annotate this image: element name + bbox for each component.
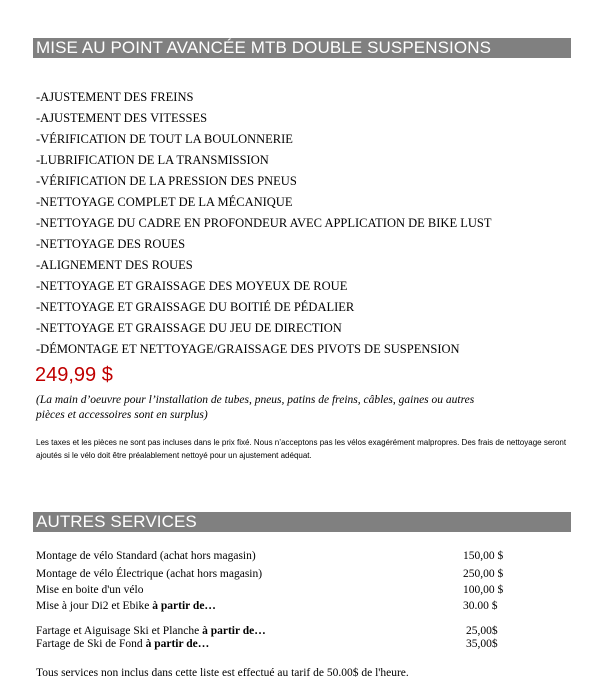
list-item: -VÉRIFICATION DE TOUT LA BOULONNERIE bbox=[36, 132, 293, 146]
service-label-text: Mise en boite d'un vélo bbox=[36, 584, 144, 596]
list-item: -LUBRIFICATION DE LA TRANSMISSION bbox=[36, 153, 269, 167]
service-label-text: Fartage de Ski de Fond bbox=[36, 638, 146, 650]
list-item: -DÉMONTAGE ET NETTOYAGE/GRAISSAGE DES PIVOTS DE SUSPENSION bbox=[36, 342, 460, 356]
section-title-other-services: AUTRES SERVICES bbox=[33, 512, 571, 532]
list-item: -AJUSTEMENT DES FREINS bbox=[36, 90, 194, 104]
service-label-text: Mise à jour Di2 et Ebike bbox=[36, 600, 153, 612]
service-price: 30.00 $ bbox=[463, 600, 498, 612]
service-label-electric-assembly bbox=[36, 568, 262, 580]
list-item: -NETTOYAGE DES ROUES bbox=[36, 237, 186, 251]
service-label-di2-update bbox=[36, 600, 216, 612]
service-label-xc-ski-waxing bbox=[36, 638, 209, 650]
service-price: 250,00 $ bbox=[463, 568, 504, 580]
list-item: -NETTOYAGE COMPLET DE LA MÉCANIQUE bbox=[36, 195, 293, 209]
list-item: -AJUSTEMENT DES VITESSES bbox=[36, 111, 208, 125]
list-item: -NETTOYAGE ET GRAISSAGE DES MOYEUX DE ROUE bbox=[36, 279, 348, 293]
list-item: -ALIGNEMENT DES ROUES bbox=[36, 258, 193, 272]
list-item: -VÉRIFICATION DE LA PRESSION DES PNEUS bbox=[36, 174, 297, 188]
service-from-price-text: à partir de… bbox=[145, 638, 210, 650]
list-item: -NETTOYAGE ET GRAISSAGE DU BOITIÉ DE PÉDALIER bbox=[36, 300, 355, 314]
tax-note: Les taxes et les pièces ne sont pas incluses dans le prix fixé. Nous n’acceptons pas les vélos exagérément malpropres. Des frais de nettoyage seront ajoutés si le vélo doit être préalablement nettoyé pour un ajustement adéquat. bbox=[36, 438, 567, 460]
service-label-text: Montage de vélo Standard (achat hors magasin) bbox=[36, 550, 256, 562]
service-price: 100,00 $ bbox=[463, 584, 504, 596]
list-item: -NETTOYAGE DU CADRE EN PROFONDEUR AVEC APPLICATION DE BIKE LUST bbox=[36, 216, 492, 230]
tuneup-price: 249,99 $ bbox=[35, 364, 113, 386]
labor-note: (La main d’oeuvre pour l’installation de tubes, pneus, patins de freins, câbles, gaines ou autres pièces et accessoires sont en surplus) bbox=[36, 394, 475, 421]
hourly-rate-note: Tous services non inclus dans cette liste est effectué au tarif de 50.00$ de l'heure. bbox=[36, 667, 409, 679]
service-price: 150,00 $ bbox=[463, 550, 504, 562]
service-from-price-text: à partir de… bbox=[202, 625, 266, 637]
service-price: 35,00$ bbox=[466, 638, 498, 650]
section-title-tuneup: MISE AU POINT AVANCÉE MTB DOUBLE SUSPENSIONS bbox=[33, 38, 571, 58]
list-item: -NETTOYAGE ET GRAISSAGE DU JEU DE DIRECTION bbox=[36, 321, 342, 335]
tuneup-item-list bbox=[36, 87, 491, 360]
service-price: 25,00$ bbox=[466, 625, 498, 637]
service-label-text: Montage de vélo Électrique (achat hors magasin) bbox=[36, 568, 263, 580]
service-label-text: Fartage et Aiguisage Ski et Planche bbox=[36, 625, 203, 637]
service-label-standard-assembly bbox=[36, 550, 256, 562]
service-from-price-text: à partir de… bbox=[152, 600, 216, 612]
service-label-boxing bbox=[36, 584, 143, 596]
service-label-ski-waxing bbox=[36, 625, 266, 637]
